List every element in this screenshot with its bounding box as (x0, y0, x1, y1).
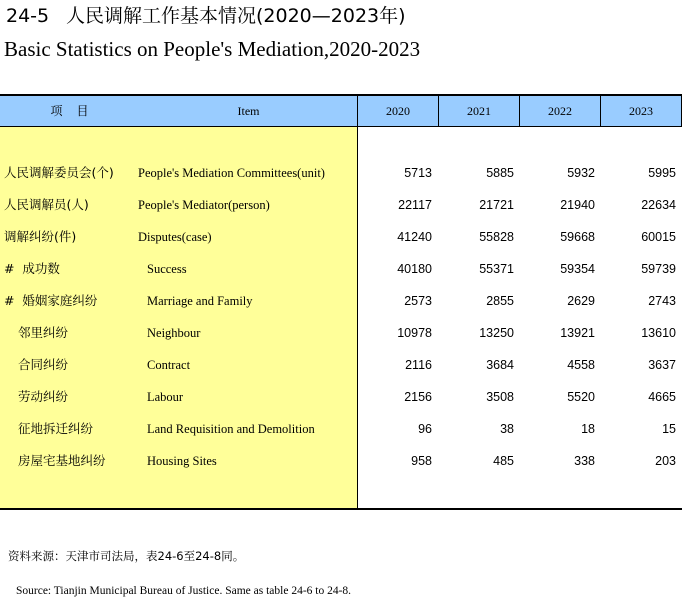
row-label-cn: 人民调解员(人) (4, 197, 89, 212)
table-title-cn-text: 人民调解工作基本情况(2020—2023年) (66, 5, 406, 27)
header-year: 2023 (629, 104, 653, 118)
cell-value: 2156 (404, 390, 432, 404)
table-title-en: Basic Statistics on People's Mediation,2020-2023 (4, 37, 421, 61)
cell-value: 958 (411, 454, 432, 468)
row-label-cn: 征地拆迁纠纷 (18, 421, 94, 436)
cell-value: 3508 (486, 390, 514, 404)
table-row (0, 419, 682, 439)
cell-value: 59739 (641, 262, 676, 276)
table-row (0, 163, 682, 183)
table-row (0, 387, 682, 407)
row-label-en: Disputes(case) (138, 230, 212, 244)
cell-value: 13921 (560, 326, 595, 340)
table-row (0, 291, 682, 311)
row-label-cn: 合同纠纷 (18, 357, 69, 372)
row-label-cn: 邻里纠纷 (18, 325, 69, 340)
row-label-cn: 人民调解委员会(个) (4, 165, 114, 180)
cell-value: 2629 (567, 294, 595, 308)
row-label-cn: 房屋宅基地纠纷 (18, 453, 106, 468)
row-label-en: People's Mediation Committees(unit) (138, 166, 325, 180)
table-row (0, 451, 682, 471)
cell-value: 2573 (404, 294, 432, 308)
cell-value: 60015 (641, 230, 676, 244)
table-row (0, 323, 682, 343)
cell-value: 40180 (397, 262, 432, 276)
header-item-cn: 项 目 (50, 104, 90, 118)
cell-value: 21721 (479, 198, 514, 212)
row-label-en: Marriage and Family (147, 294, 253, 308)
cell-value: 2743 (648, 294, 676, 308)
source-note-cn: 资料来源：天津市司法局，表24-6至24-8同。 (8, 549, 245, 563)
cell-value: 3684 (486, 358, 514, 372)
cell-value: 22117 (398, 198, 432, 212)
row-label-cn: # 成功数 (4, 261, 60, 276)
cell-value: 5995 (648, 166, 676, 180)
row-label-cn: 劳动纠纷 (18, 389, 69, 404)
row-label-en: People's Mediator(person) (138, 198, 270, 212)
cell-value: 59354 (560, 262, 595, 276)
cell-value: 41240 (397, 230, 432, 244)
table-bottom-rule (0, 508, 682, 510)
table-row (0, 195, 682, 215)
cell-value: 3637 (648, 358, 676, 372)
cell-value: 10978 (397, 326, 432, 340)
row-label-en: Neighbour (147, 326, 201, 340)
table-title-cn (6, 4, 406, 28)
cell-value: 5520 (567, 390, 595, 404)
cell-value: 4665 (648, 390, 676, 404)
table-row (0, 355, 682, 375)
cell-value: 13610 (641, 326, 676, 340)
row-label-en: Labour (147, 390, 184, 404)
cell-value: 13250 (479, 326, 514, 340)
row-label-en: Contract (147, 358, 191, 372)
cell-value: 4558 (567, 358, 595, 372)
cell-value: 338 (574, 454, 595, 468)
source-note-en: Source: Tianjin Municipal Bureau of Justice. Same as table 24-6 to 24-8. (16, 585, 352, 597)
cell-value: 21940 (560, 198, 595, 212)
cell-value: 2116 (405, 358, 432, 372)
header-year: 2020 (386, 104, 410, 118)
row-label-en: Success (147, 262, 187, 276)
row-label-en: Housing Sites (147, 454, 217, 468)
cell-value: 55828 (479, 230, 514, 244)
cell-value: 59668 (560, 230, 595, 244)
table-row (0, 227, 682, 247)
row-label-en: Land Requisition and Demolition (147, 422, 315, 436)
table-row (0, 259, 682, 279)
cell-value: 485 (493, 454, 514, 468)
cell-value: 5932 (567, 166, 595, 180)
cell-value: 2855 (486, 294, 514, 308)
cell-value: 96 (418, 422, 432, 436)
cell-value: 18 (581, 422, 595, 436)
cell-value: 203 (655, 454, 676, 468)
cell-value: 5713 (404, 166, 432, 180)
header-item-en: Item (237, 104, 260, 118)
row-label-cn: 调解纠纷(件) (4, 229, 77, 244)
cell-value: 55371 (479, 262, 514, 276)
table-number: 24-5 (6, 5, 50, 27)
cell-value: 22634 (641, 198, 676, 212)
header-year: 2022 (548, 104, 572, 118)
cell-value: 15 (662, 422, 676, 436)
header-year: 2021 (467, 104, 491, 118)
cell-value: 5885 (486, 166, 514, 180)
cell-value: 38 (500, 422, 514, 436)
row-label-cn: # 婚姻家庭纠纷 (4, 293, 98, 308)
